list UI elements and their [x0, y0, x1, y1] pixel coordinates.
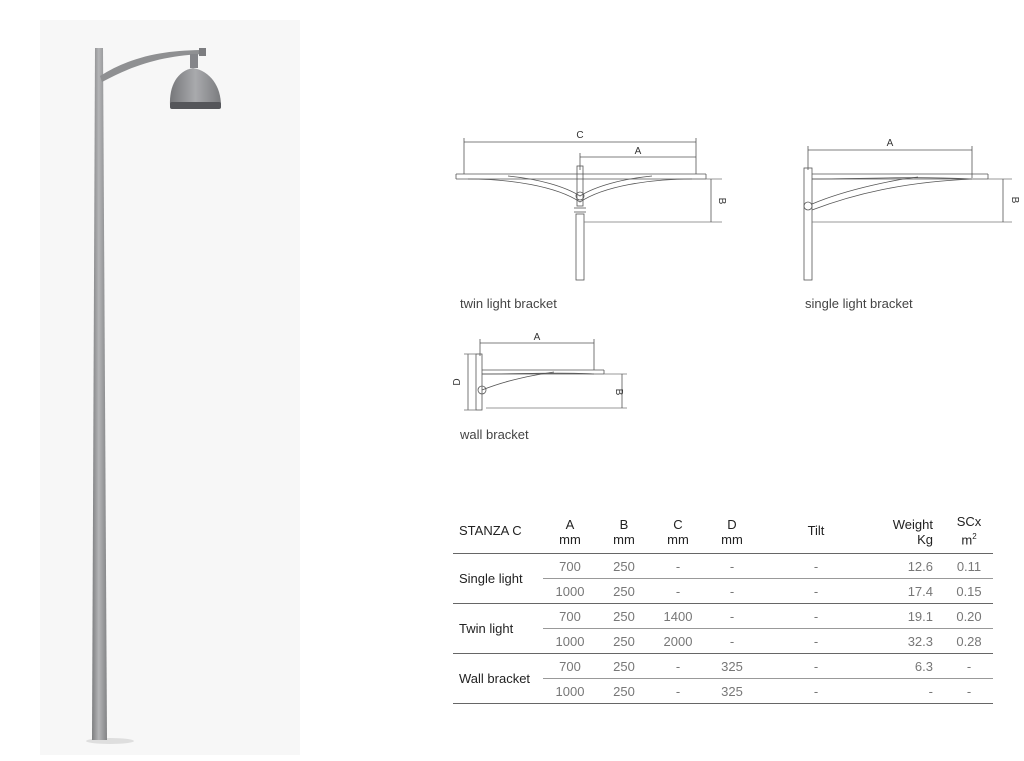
col-header-weight: Weight Kg — [873, 512, 945, 554]
cell-b: 250 — [597, 679, 651, 704]
cell-a: 1000 — [543, 579, 597, 604]
cell-weight: 19.1 — [873, 604, 945, 629]
cell-d: - — [705, 629, 759, 654]
twin-dim-c-label: C — [576, 130, 584, 141]
cell-weight: 32.3 — [873, 629, 945, 654]
group-label: Wall bracket — [453, 654, 543, 704]
single-dim-b-label: B — [1009, 196, 1020, 204]
single-bracket-caption: single light bracket — [805, 296, 913, 311]
group-label: Single light — [453, 554, 543, 604]
cell-b: 250 — [597, 604, 651, 629]
cell-a: 700 — [543, 654, 597, 679]
wall-dim-d-label: D — [452, 378, 463, 386]
wall-dim-a-label: A — [533, 332, 541, 343]
col-header-d: D mm — [705, 512, 759, 554]
arm-tip — [199, 48, 206, 56]
pole-photo — [40, 20, 300, 755]
table-row — [453, 554, 993, 579]
table-row — [453, 654, 993, 679]
cell-c: - — [651, 654, 705, 679]
col-header-c: C mm — [651, 512, 705, 554]
cell-tilt: - — [759, 679, 873, 704]
cell-a: 700 — [543, 604, 597, 629]
cell-weight: 6.3 — [873, 654, 945, 679]
col-header-tilt: Tilt — [759, 512, 873, 554]
spec-table — [453, 512, 993, 704]
cell-d: 325 — [705, 654, 759, 679]
lamp-lens — [170, 102, 221, 109]
col-header-scx: SCx $m^2$ — [945, 512, 993, 554]
single-dim-a-label: A — [886, 138, 894, 149]
cell-b: 250 — [597, 554, 651, 579]
cell-scx: - — [945, 654, 993, 679]
cell-scx: 0.11 — [945, 554, 993, 579]
cell-tilt: - — [759, 554, 873, 579]
cell-d: - — [705, 579, 759, 604]
spec-table-header-row — [453, 512, 993, 554]
cell-scx: 0.28 — [945, 629, 993, 654]
cell-c: 1400 — [651, 604, 705, 629]
wall-dim-b-label: B — [613, 388, 624, 396]
cell-weight: - — [873, 679, 945, 704]
cell-b: 250 — [597, 654, 651, 679]
cell-b: 250 — [597, 629, 651, 654]
cell-b: 250 — [597, 579, 651, 604]
col-header-a: A mm — [543, 512, 597, 554]
col-header-b: B mm — [597, 512, 651, 554]
cell-d: - — [705, 554, 759, 579]
cell-c: - — [651, 554, 705, 579]
wall-bracket-caption: wall bracket — [460, 427, 529, 442]
group-label: Twin light — [453, 604, 543, 654]
cell-c: - — [651, 679, 705, 704]
cell-tilt: - — [759, 654, 873, 679]
wall-bracket-diagram — [452, 332, 632, 422]
cell-tilt: - — [759, 579, 873, 604]
single-bracket-diagram — [800, 136, 1020, 289]
table-title: STANZA C — [453, 512, 543, 554]
cell-tilt: - — [759, 604, 873, 629]
cell-weight: 12.6 — [873, 554, 945, 579]
twin-dim-a-label: A — [634, 146, 642, 157]
cell-c: 2000 — [651, 629, 705, 654]
cell-a: 1000 — [543, 679, 597, 704]
cell-scx: 0.15 — [945, 579, 993, 604]
cell-a: 1000 — [543, 629, 597, 654]
cell-weight: 17.4 — [873, 579, 945, 604]
cell-scx: - — [945, 679, 993, 704]
cell-d: 325 — [705, 679, 759, 704]
twin-bracket-diagram — [452, 128, 727, 288]
twin-bracket-caption: twin light bracket — [460, 296, 557, 311]
cell-tilt: - — [759, 629, 873, 654]
lamp-shade — [170, 68, 221, 106]
cell-a: 700 — [543, 554, 597, 579]
cell-scx: 0.20 — [945, 604, 993, 629]
table-row — [453, 604, 993, 629]
twin-dim-b-label: B — [716, 197, 727, 205]
cell-c: - — [651, 579, 705, 604]
lamp-neck — [190, 54, 198, 68]
cell-d: - — [705, 604, 759, 629]
pole-shaft — [92, 48, 107, 740]
